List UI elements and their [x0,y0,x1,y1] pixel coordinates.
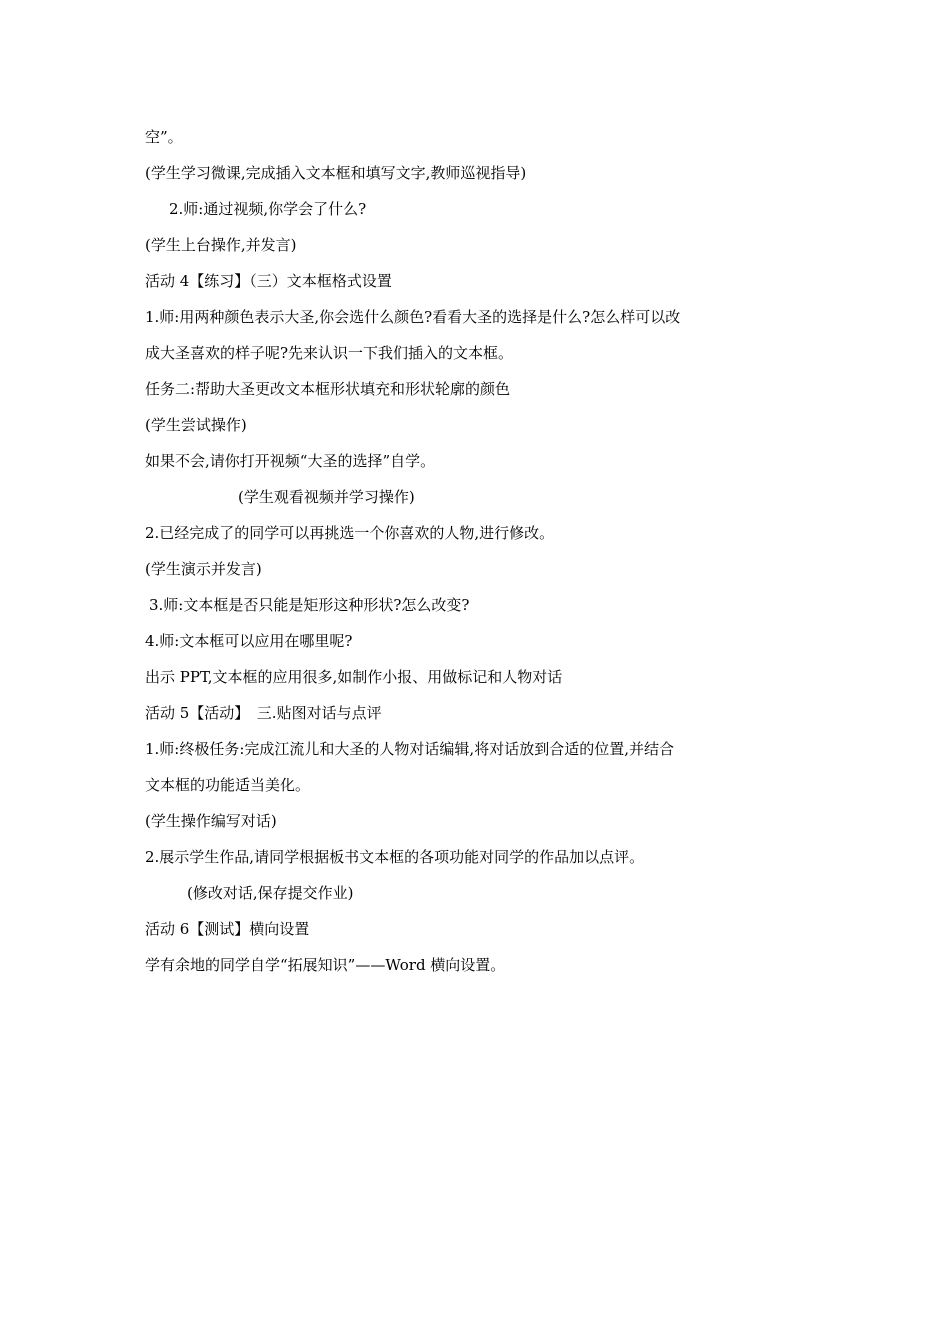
text-line: 任务二:帮助大圣更改文本框形状填充和形状轮廓的颜色 [145,380,511,398]
text-line: 文本框的功能适当美化。 [145,776,311,794]
text-line: (学生上台操作,并发言) [145,236,297,254]
text-line: 出示 PPT,文本框的应用很多,如制作小报、用做标记和人物对话 [145,668,563,686]
text-line: (修改对话,保存提交作业) [187,884,354,902]
text-line: 1.师:用两种颜色表示大圣,你会选什么颜色?看看大圣的选择是什么?怎么样可以改 [145,308,681,326]
text-line: 学有余地的同学自学“拓展知识”——Word 横向设置。 [145,956,506,974]
text-line: (学生尝试操作) [145,416,247,434]
text-line: (学生演示并发言) [145,560,262,578]
text-line: 3.师:文本框是否只能是矩形这种形状?怎么改变? [149,596,470,614]
section-heading: 活动 6【测试】横向设置 [145,920,310,938]
text-line: 成大圣喜欢的样子呢?先来认识一下我们插入的文本框。 [145,344,514,362]
section-heading: 活动 4【练习】（三）文本框格式设置 [145,272,392,290]
text-line: (学生操作编写对话) [145,812,277,830]
text-line: 空”。 [145,128,183,146]
text-line: 如果不会,请你打开视频“大圣的选择”自学。 [145,452,436,470]
text-line: 1.师:终极任务:完成江流儿和大圣的人物对话编辑,将对话放到合适的位置,并结合 [145,740,674,758]
text-line: (学生学习微课,完成插入文本框和填写文字,教师巡视指导) [145,164,527,182]
section-heading: 活动 5【活动】 三.贴图对话与点评 [145,704,382,722]
text-line: (学生观看视频并学习操作) [238,488,415,506]
text-line: 2.展示学生作品,请同学根据板书文本框的各项功能对同学的作品加以点评。 [145,848,645,866]
text-line: 2.师:通过视频,你学会了什么? [169,200,367,218]
text-line: 4.师:文本框可以应用在哪里呢? [145,632,353,650]
text-line: 2.已经完成了的同学可以再挑选一个你喜欢的人物,进行修改。 [145,524,555,542]
